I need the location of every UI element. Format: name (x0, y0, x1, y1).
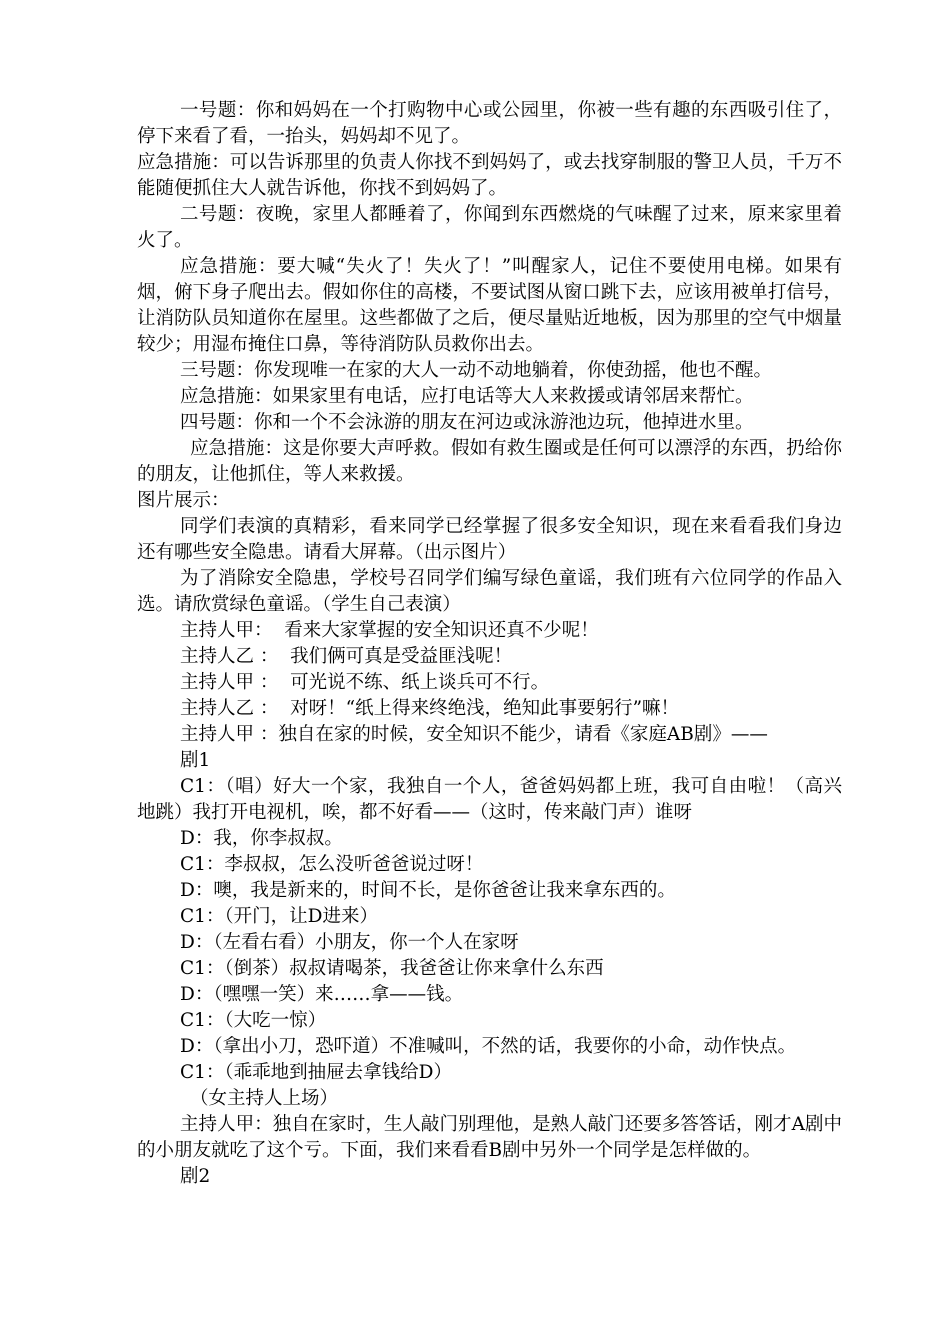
paragraph: D：噢，我是新来的，时间不长，是你爸爸让我来拿东西的。 (180, 880, 676, 901)
paragraph: 主持人甲 ： 可光说不练、纸上谈兵可不行。 (180, 672, 550, 693)
paragraph: 应急措施：要大喊“失火了！失火了！”叫醒家人，记住不要使用电梯。如果有烟，俯下身子爬出去。假如你住的高楼，不要试图从窗口跳下去，应该用被单打信号，让消防队员知道你在屋里。这些都做了之后，便尽量贴近地板，因为那里的空气中烟量较少；用湿布掩住口鼻，等待消防队员救你出去。 (137, 256, 842, 355)
paragraph: C1：（大吃一惊） (180, 1010, 327, 1031)
paragraph: 同学们表演的真精彩，看来同学已经掌握了很多安全知识，现在来看看我们身边还有哪些安全隐患。请看大屏幕。（出示图片） (137, 516, 842, 563)
paragraph: 剧2 (180, 1166, 211, 1187)
paragraph: C1：（乖乖地到抽屉去拿钱给D） (180, 1062, 453, 1083)
paragraph: C1：（唱）好大一个家，我独自一个人，爸爸妈妈都上班，我可自由啦！（高兴地跳）我打开电视机，唉，都不好看——（这时，传来敲门声）谁呀 (137, 776, 842, 823)
paragraph: D：（左看右看）小朋友，你一个人在家呀 (180, 932, 519, 953)
paragraph: D：（嘿嘿一笑）来……拿——钱。 (180, 984, 464, 1005)
paragraph: 为了消除安全隐患，学校号召同学们编写绿色童谣，我们班有六位同学的作品入选。请欣赏绿色童谣。（学生自己表演） (137, 568, 842, 615)
paragraph: 主持人甲：独自在家时，生人敲门别理他，是熟人敲门还要多答答话，刚才A剧中的小朋友就吃了这个亏。下面，我们来看看B剧中另外一个同学是怎样做的。 (137, 1114, 842, 1161)
paragraph: 四号题：你和一个不会泳游的朋友在河边或泳游池边玩，他掉进水里。 (180, 412, 754, 433)
paragraph: 应急措施：如果家里有电话，应打电话等大人来救援或请邻居来帮忙。 (180, 386, 754, 407)
paragraph: C1：（倒茶）叔叔请喝茶，我爸爸让你来拿什么东西 (180, 958, 604, 979)
paragraph: 主持人甲： 看来大家掌握的安全知识还真不少呢！ (180, 620, 599, 641)
paragraph: 应急措施：这是你要大声呼救。假如有救生圈或是任何可以漂浮的东西，扔给你的朋友，让他抓住，等人来救援。 (137, 438, 842, 485)
paragraph: 一号题：你和妈妈在一个打购物中心或公园里，你被一些有趣的东西吸引住了，停下来看了看，一抬头，妈妈却不见了。 (137, 100, 842, 147)
paragraph: 主持人乙 ： 对呀！“纸上得来终绝浅，绝知此事要躬行”嘛！ (180, 698, 680, 719)
paragraph: C1：（开门，让D进来） (180, 906, 379, 927)
paragraph: 三号题：你发现唯一在家的大人一动不动地躺着，你使劲摇，他也不醒。 (180, 360, 773, 381)
paragraph: 图片展示： (137, 490, 230, 511)
paragraph: 主持人乙 ： 我们俩可真是受益匪浅呢！ (180, 646, 513, 667)
paragraph: C1：李叔叔，怎么没听爸爸说过呀！ (180, 854, 484, 875)
document-page (137, 98, 842, 1190)
paragraph: D：我，你李叔叔。 (180, 828, 343, 849)
paragraph: 二号题：夜晚，家里人都睡着了，你闻到东西燃烧的气味醒了过来，原来家里着火了。 (137, 204, 842, 251)
paragraph: D：（拿出小刀，恐吓道）不准喊叫，不然的话，我要你的小命，动作快点。 (180, 1036, 797, 1057)
paragraph: （女主持人上场） (190, 1088, 339, 1109)
paragraph: 剧1 (180, 750, 211, 771)
paragraph: 主持人甲 ：独自在家的时候，安全知识不能少，请看《家庭AB剧》—— (180, 724, 768, 745)
paragraph: 应急措施：可以告诉那里的负责人你找不到妈妈了，或去找穿制服的警卫人员，千万不能随便抓住大人就告诉他，你找不到妈妈了。 (137, 152, 842, 199)
